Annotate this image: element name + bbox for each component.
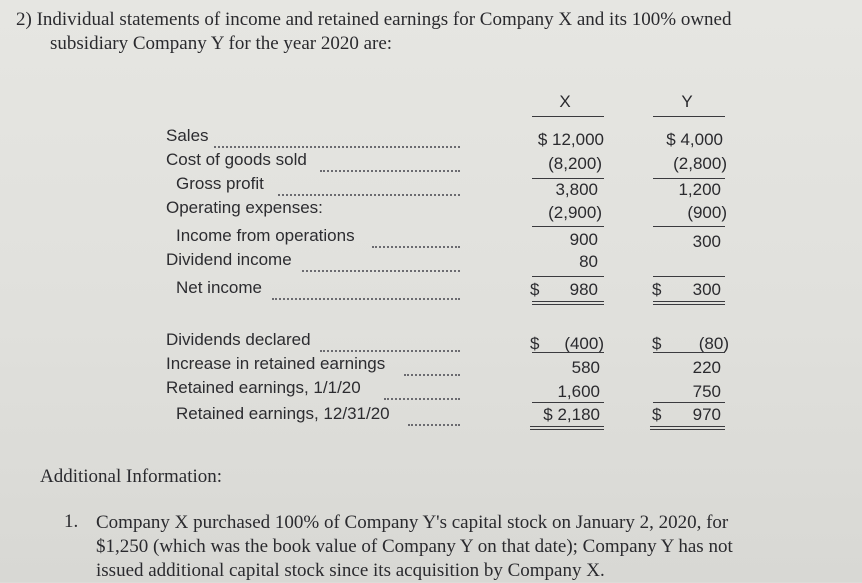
row-label-dividend-income: Dividend income (166, 250, 292, 269)
cell-y-retained-earnings-beginning: 750 (692, 382, 721, 401)
column-header-x-underline (532, 116, 604, 117)
subtotal-rule (653, 276, 725, 277)
additional-information-heading: Additional Information: (40, 466, 223, 487)
row-label-retained-earnings-beginning: Retained earnings, 1/1/20 (166, 378, 361, 397)
total-double-rule (650, 426, 725, 427)
leader-dots (272, 278, 460, 300)
question-text-line-2: subsidiary Company Y for the year 2020 are: (50, 33, 393, 54)
row-label-net-income: Net income (176, 278, 262, 297)
leader-dots (384, 378, 460, 400)
question-text-line-1: 2) Individual statements of income and retained earnings for Company X and its 100% owned (16, 9, 732, 30)
cell-x-sales: $ 12,000 (537, 130, 604, 149)
cell-y-retained-earnings-ending: 970 (692, 405, 721, 424)
column-header-y-underline (653, 116, 725, 117)
column-header-x: X (559, 92, 571, 111)
cell-x-increase-retained-earnings: 580 (571, 358, 600, 377)
item-text-line-3: issued additional capital stock since its acquisition by Company X. (96, 560, 605, 581)
total-double-rule (530, 429, 604, 430)
leader-dots (372, 226, 460, 248)
cell-x-dividend-income: 80 (579, 252, 598, 271)
row-label-operating-expenses: Operating expenses: (166, 198, 323, 217)
cell-x-retained-earnings-beginning: 1,600 (557, 382, 600, 401)
subtotal-rule (532, 276, 604, 277)
leader-dots (278, 174, 460, 196)
leader-dots (408, 404, 460, 426)
total-double-rule (532, 301, 604, 302)
dollar-sign: $ (652, 280, 662, 299)
row-label-sales: Sales (166, 126, 209, 145)
row-label-retained-earnings-ending: Retained earnings, 12/31/20 (176, 404, 390, 423)
leader-dots (302, 250, 460, 272)
subtotal-rule (653, 226, 725, 227)
total-double-rule (532, 304, 604, 305)
leader-dots (320, 330, 460, 352)
dollar-sign: $ (652, 405, 662, 424)
leader-dots (214, 126, 460, 148)
subtotal-rule (532, 352, 604, 353)
item-text-line-1: Company X purchased 100% of Company Y's capital stock on January 2, 2020, for (96, 512, 729, 533)
cell-x-dividends-declared: (400) (564, 334, 604, 353)
total-double-rule (530, 426, 604, 427)
row-label-cogs: Cost of goods sold (166, 150, 307, 169)
dollar-sign: $ (530, 280, 540, 299)
column-header-y: Y (681, 92, 693, 111)
subtotal-rule (653, 178, 725, 179)
item-number: 1. (64, 511, 79, 532)
total-double-rule (653, 301, 725, 302)
cell-y-net-income: 300 (692, 280, 721, 299)
subtotal-rule (532, 178, 604, 179)
item-text-line-2: $1,250 (which was the book value of Company Y on that date); Company Y has not (96, 536, 733, 557)
cell-x-gross-profit: 3,800 (555, 180, 598, 199)
row-label-income-from-operations: Income from operations (176, 226, 355, 245)
row-label-increase-retained-earnings: Increase in retained earnings (166, 354, 386, 373)
row-label-dividends-declared: Dividends declared (166, 330, 311, 349)
leader-dots (320, 150, 460, 172)
cell-y-gross-profit: 1,200 (678, 180, 721, 199)
cell-x-operating-expenses: (2,900) (548, 203, 602, 222)
cell-y-cogs: (2,800) (673, 154, 727, 173)
dollar-sign: $ (652, 334, 662, 353)
cell-y-dividends-declared: (80) (698, 334, 729, 353)
dollar-sign: $ (530, 334, 540, 353)
cell-x-income-from-operations: 900 (569, 230, 598, 249)
subtotal-rule (532, 402, 604, 403)
cell-x-net-income: 980 (569, 280, 598, 299)
cell-x-retained-earnings-ending: $ 2,180 (543, 405, 600, 424)
leader-dots (404, 354, 460, 376)
cell-y-income-from-operations: 300 (692, 232, 721, 251)
cell-y-operating-expenses: (900) (687, 203, 727, 222)
total-double-rule (650, 429, 725, 430)
cell-y-increase-retained-earnings: 220 (692, 358, 721, 377)
cell-y-sales: $ 4,000 (666, 130, 723, 149)
cell-x-cogs: (8,200) (548, 154, 602, 173)
total-double-rule (653, 304, 725, 305)
subtotal-rule (653, 352, 725, 353)
subtotal-rule (532, 226, 604, 227)
row-label-gross-profit: Gross profit (176, 174, 264, 193)
subtotal-rule (653, 402, 725, 403)
